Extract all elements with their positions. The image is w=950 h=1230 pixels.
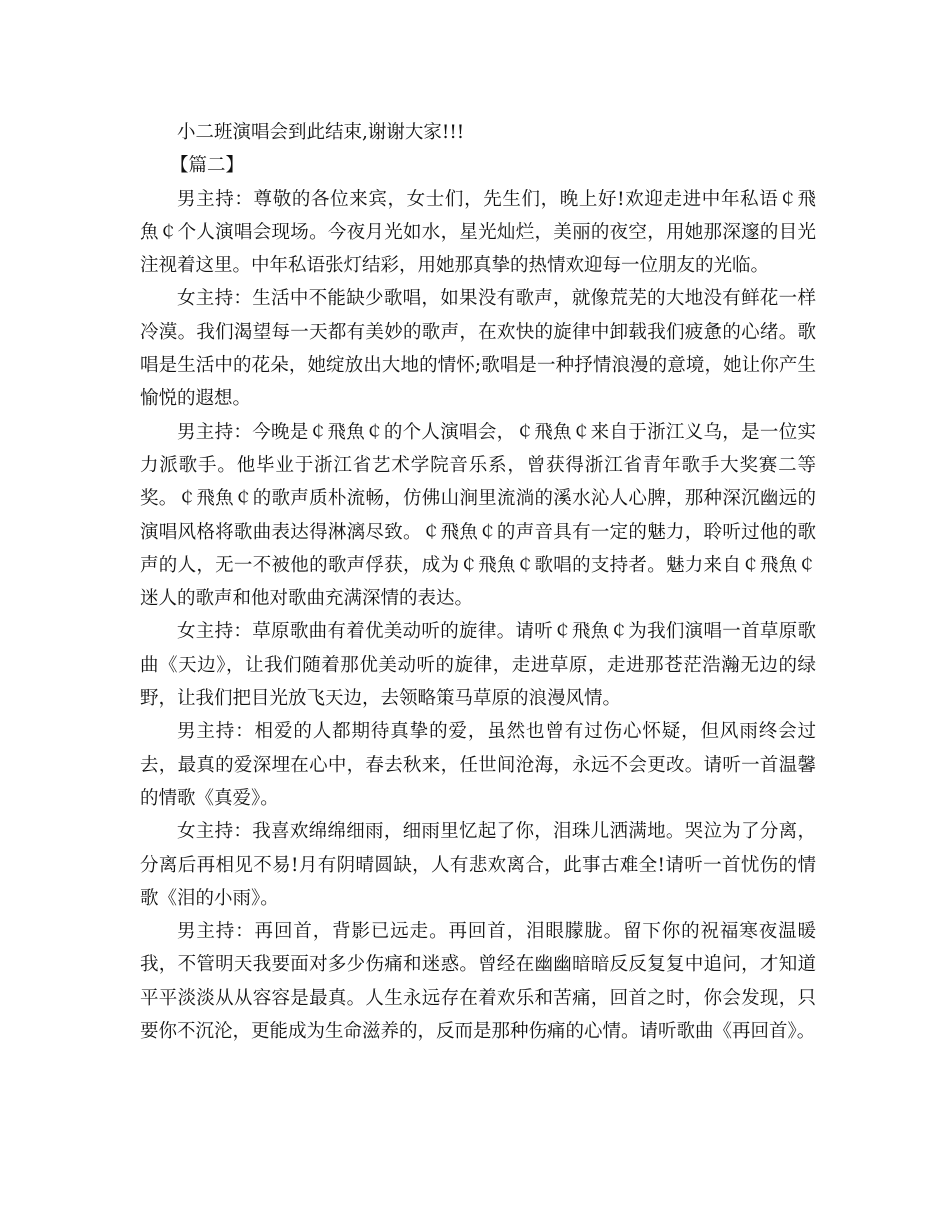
paragraph-female-host-singing: 女主持：生活中不能缺少歌唱，如果没有歌声，就像荒芜的大地没有鲜花一样冷漠。我们渴望每一天都有美妙的歌声，在欢快的旋律中卸载我们疲惫的心绪。歌唱是生活中的花朵，她绽放出大地的情怀;歌唱是一种抒情浪漫的意境，她让你产生愉悦的遐想。 <box>140 288 816 410</box>
paragraph-female-host-rain-song: 女主持：我喜欢绵绵细雨，细雨里忆起了你，泪珠儿洒满地。哭泣为了分离，分离后再相见不易!月有阴晴圆缺，人有悲欢离合，此事古难全!请听一首忧伤的情歌《泪的小雨》。 <box>140 821 816 909</box>
paragraph-male-host-welcome: 男主持：尊敬的各位来宾，女士们，先生们，晚上好!欢迎走进中年私语￠飛魚￠个人演唱会现场。今夜月光如水，星光灿烂，美丽的夜空，用她那深邃的目光注视着这里。中年私语张灯结彩，用她那真挚的热情欢迎每一位朋友的光临。 <box>140 188 816 277</box>
document-body <box>140 116 816 1048</box>
paragraph-male-host-true-love: 男主持：相爱的人都期待真挚的爱，虽然也曾有过伤心怀疑，但风雨终会过去，最真的爱深埋在心中，春去秋来，任世间沧海，永远不会更改。请听一首温馨的情歌《真爱》。 <box>140 721 816 809</box>
section-heading: 【篇二】 <box>170 155 245 177</box>
paragraph-female-host-grassland-song: 女主持：草原歌曲有着优美动听的旋律。请听￠飛魚￠为我们演唱一首草原歌曲《天边》，让我们随着那优美动听的旋律，走进草原，走进那苍茫浩瀚无边的绿野，让我们把目光放飞天边，去领略策马草原的浪漫风情。 <box>140 621 816 710</box>
paragraph-male-host-look-back: 男主持：再回首，背影已远走。再回首，泪眼朦胧。留下你的祝福寒夜温暖我，不管明天我要面对多少伤痛和迷惑。曾经在幽幽暗暗反反复复中追问，才知道平平淡淡从从容容是最真。人生永远存在着欢乐和苦痛，回首之时，你会发现，只要你不沉沦，更能成为生命滋养的，反而是那种伤痛的心情。请听歌曲《再回首》。 <box>140 921 816 1043</box>
paragraph-male-host-singer-intro: 男主持：今晚是￠飛魚￠的个人演唱会，￠飛魚￠来自于浙江义乌，是一位实力派歌手。他毕业于浙江省艺术学院音乐系，曾获得浙江省青年歌手大奖赛二等奖。￠飛魚￠的歌声质朴流畅，仿佛山涧里流淌的溪水沁人心脾，那种深沉幽远的演唱风格将歌曲表达得淋漓尽致。￠飛魚￠的声音具有一定的魅力，聆听过他的歌声的人，无一不被他的歌声俘获，成为￠飛魚￠歌唱的支持者。魅力来自￠飛魚￠迷人的歌声和他对歌曲充满深情的表达。 <box>140 421 816 610</box>
closing-line: 小二班演唱会到此结束,谢谢大家!!! <box>177 122 465 143</box>
